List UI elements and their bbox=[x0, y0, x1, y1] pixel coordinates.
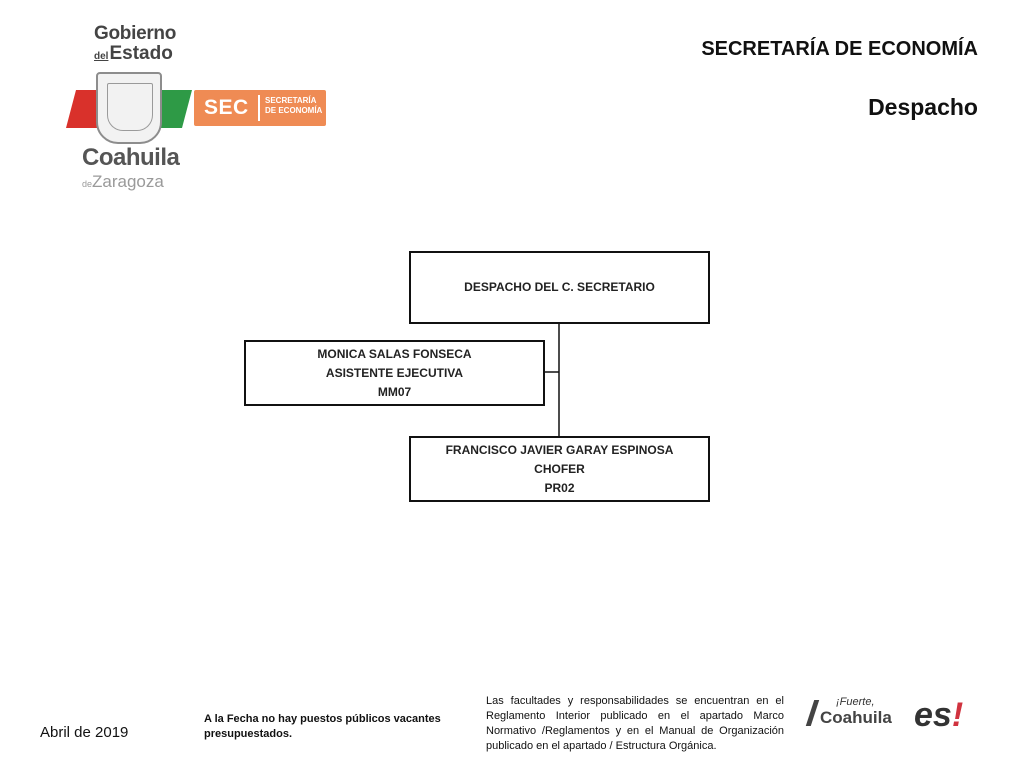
org-box-despacho bbox=[409, 251, 710, 324]
driver-name: FRANCISCO JAVIER GARAY ESPINOSA bbox=[445, 442, 674, 457]
estado-word: Estado bbox=[109, 43, 173, 64]
slogan-es: es! bbox=[914, 696, 964, 734]
assistant-position: ASISTENTE EJECUTIVA bbox=[325, 365, 464, 380]
responsibilities-note: Las facultades y responsabilidades se encuentran en el Reglamento Interior publicado en el apartado Marco Normativo /Reglamentos y en el Manual de Organización publicado en el apartado / Estructura Orgánica. bbox=[486, 695, 784, 752]
assistant-code: MM07 bbox=[377, 384, 412, 399]
de-zaragoza-word: deZaragoza bbox=[82, 172, 164, 191]
org-box-driver bbox=[409, 436, 710, 502]
fuerte-coahuila-es-logo bbox=[804, 692, 984, 740]
vacancy-note: A la Fecha no hay puestos públicos vacantes presupuestados. bbox=[204, 713, 441, 740]
page-subtitle: Despacho bbox=[868, 94, 978, 120]
coahuila-word: Coahuila bbox=[82, 144, 180, 171]
sec-abbrev: SEC bbox=[204, 96, 249, 119]
driver-position: CHOFER bbox=[534, 461, 585, 476]
gobierno-word: Gobierno bbox=[94, 23, 177, 44]
org-box-title: DESPACHO DEL C. SECRETARIO bbox=[464, 280, 655, 294]
sec-full-name: SECRETARÍA DE ECONOMÍA bbox=[265, 96, 323, 115]
page-title: SECRETARÍA DE ECONOMÍA bbox=[701, 38, 978, 60]
assistant-name: MONICA SALAS FONSECA bbox=[317, 346, 472, 361]
slogan-name: Coahuila bbox=[820, 708, 892, 727]
del-word: del bbox=[94, 51, 109, 62]
org-box-assistant bbox=[244, 340, 545, 406]
driver-code: PR02 bbox=[544, 480, 575, 495]
slogan-small: ¡Fuerte, bbox=[836, 696, 875, 708]
document-date: Abril de 2019 bbox=[40, 724, 129, 741]
